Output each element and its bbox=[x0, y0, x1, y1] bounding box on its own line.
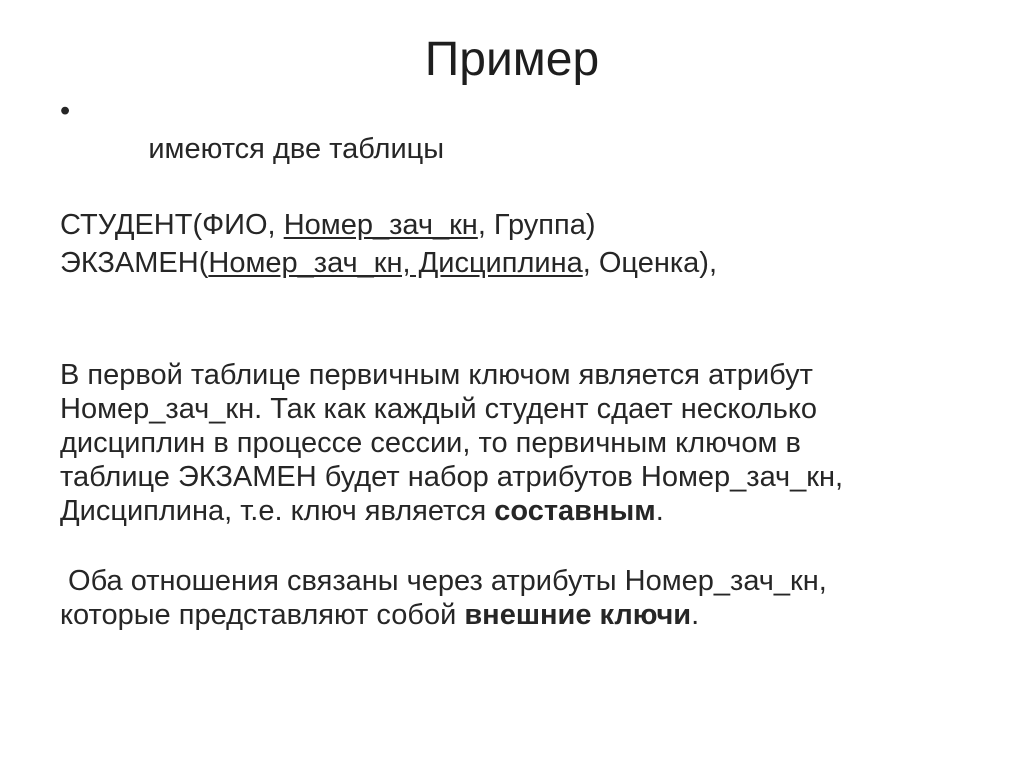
bullet-icon: • bbox=[60, 95, 71, 127]
paragraph-foreign-key bbox=[60, 564, 960, 632]
exam-schema bbox=[60, 244, 960, 282]
exam-primary-key: Номер_зач_кн, Дисциплина bbox=[208, 247, 583, 279]
paragraph2-line-2 bbox=[60, 598, 960, 632]
paragraph1-line-1: В первой таблице первичным ключом является атрибут bbox=[60, 359, 813, 391]
paragraph2-line2-prefix: которые представляют собой bbox=[60, 599, 465, 631]
paragraph1-last-suffix: . bbox=[655, 495, 664, 527]
slide-title: Пример bbox=[424, 33, 600, 86]
student-primary-key: Номер_зач_кн bbox=[283, 209, 478, 241]
paragraph1-line-4: таблице ЭКЗАМЕН будет набор атрибутов Номер_зач_кн, bbox=[60, 461, 844, 493]
bullet-item bbox=[60, 92, 960, 206]
slide-body bbox=[60, 92, 960, 632]
spacer bbox=[60, 282, 960, 358]
student-schema-suffix: , Группа) bbox=[477, 209, 596, 241]
spacer bbox=[60, 528, 960, 564]
bullet-text: имеются две таблицы bbox=[148, 133, 445, 165]
paragraph-primary-key bbox=[60, 358, 960, 528]
exam-schema-prefix: ЭКЗАМЕН( bbox=[60, 247, 209, 279]
composite-key-term: составным bbox=[494, 495, 656, 527]
paragraph1-last-prefix: Дисциплина, т.е. ключ является bbox=[60, 495, 495, 527]
student-schema bbox=[60, 206, 960, 244]
student-schema-prefix: СТУДЕНТ(ФИО, bbox=[60, 209, 284, 241]
foreign-key-term: внешние ключи bbox=[464, 599, 692, 631]
paragraph1-line-3: дисциплин в процессе сессии, то первичным ключом в bbox=[60, 427, 801, 459]
paragraph1-line-2: Номер_зач_кн. Так как каждый студент сдает несколько bbox=[60, 393, 818, 425]
paragraph1-line-5 bbox=[60, 494, 960, 528]
exam-schema-suffix: , Оценка), bbox=[582, 247, 718, 279]
paragraph2-line2-suffix: . bbox=[691, 599, 700, 631]
paragraph2-line-1: Оба отношения связаны через атрибуты Номер_зач_кн, bbox=[60, 565, 827, 597]
